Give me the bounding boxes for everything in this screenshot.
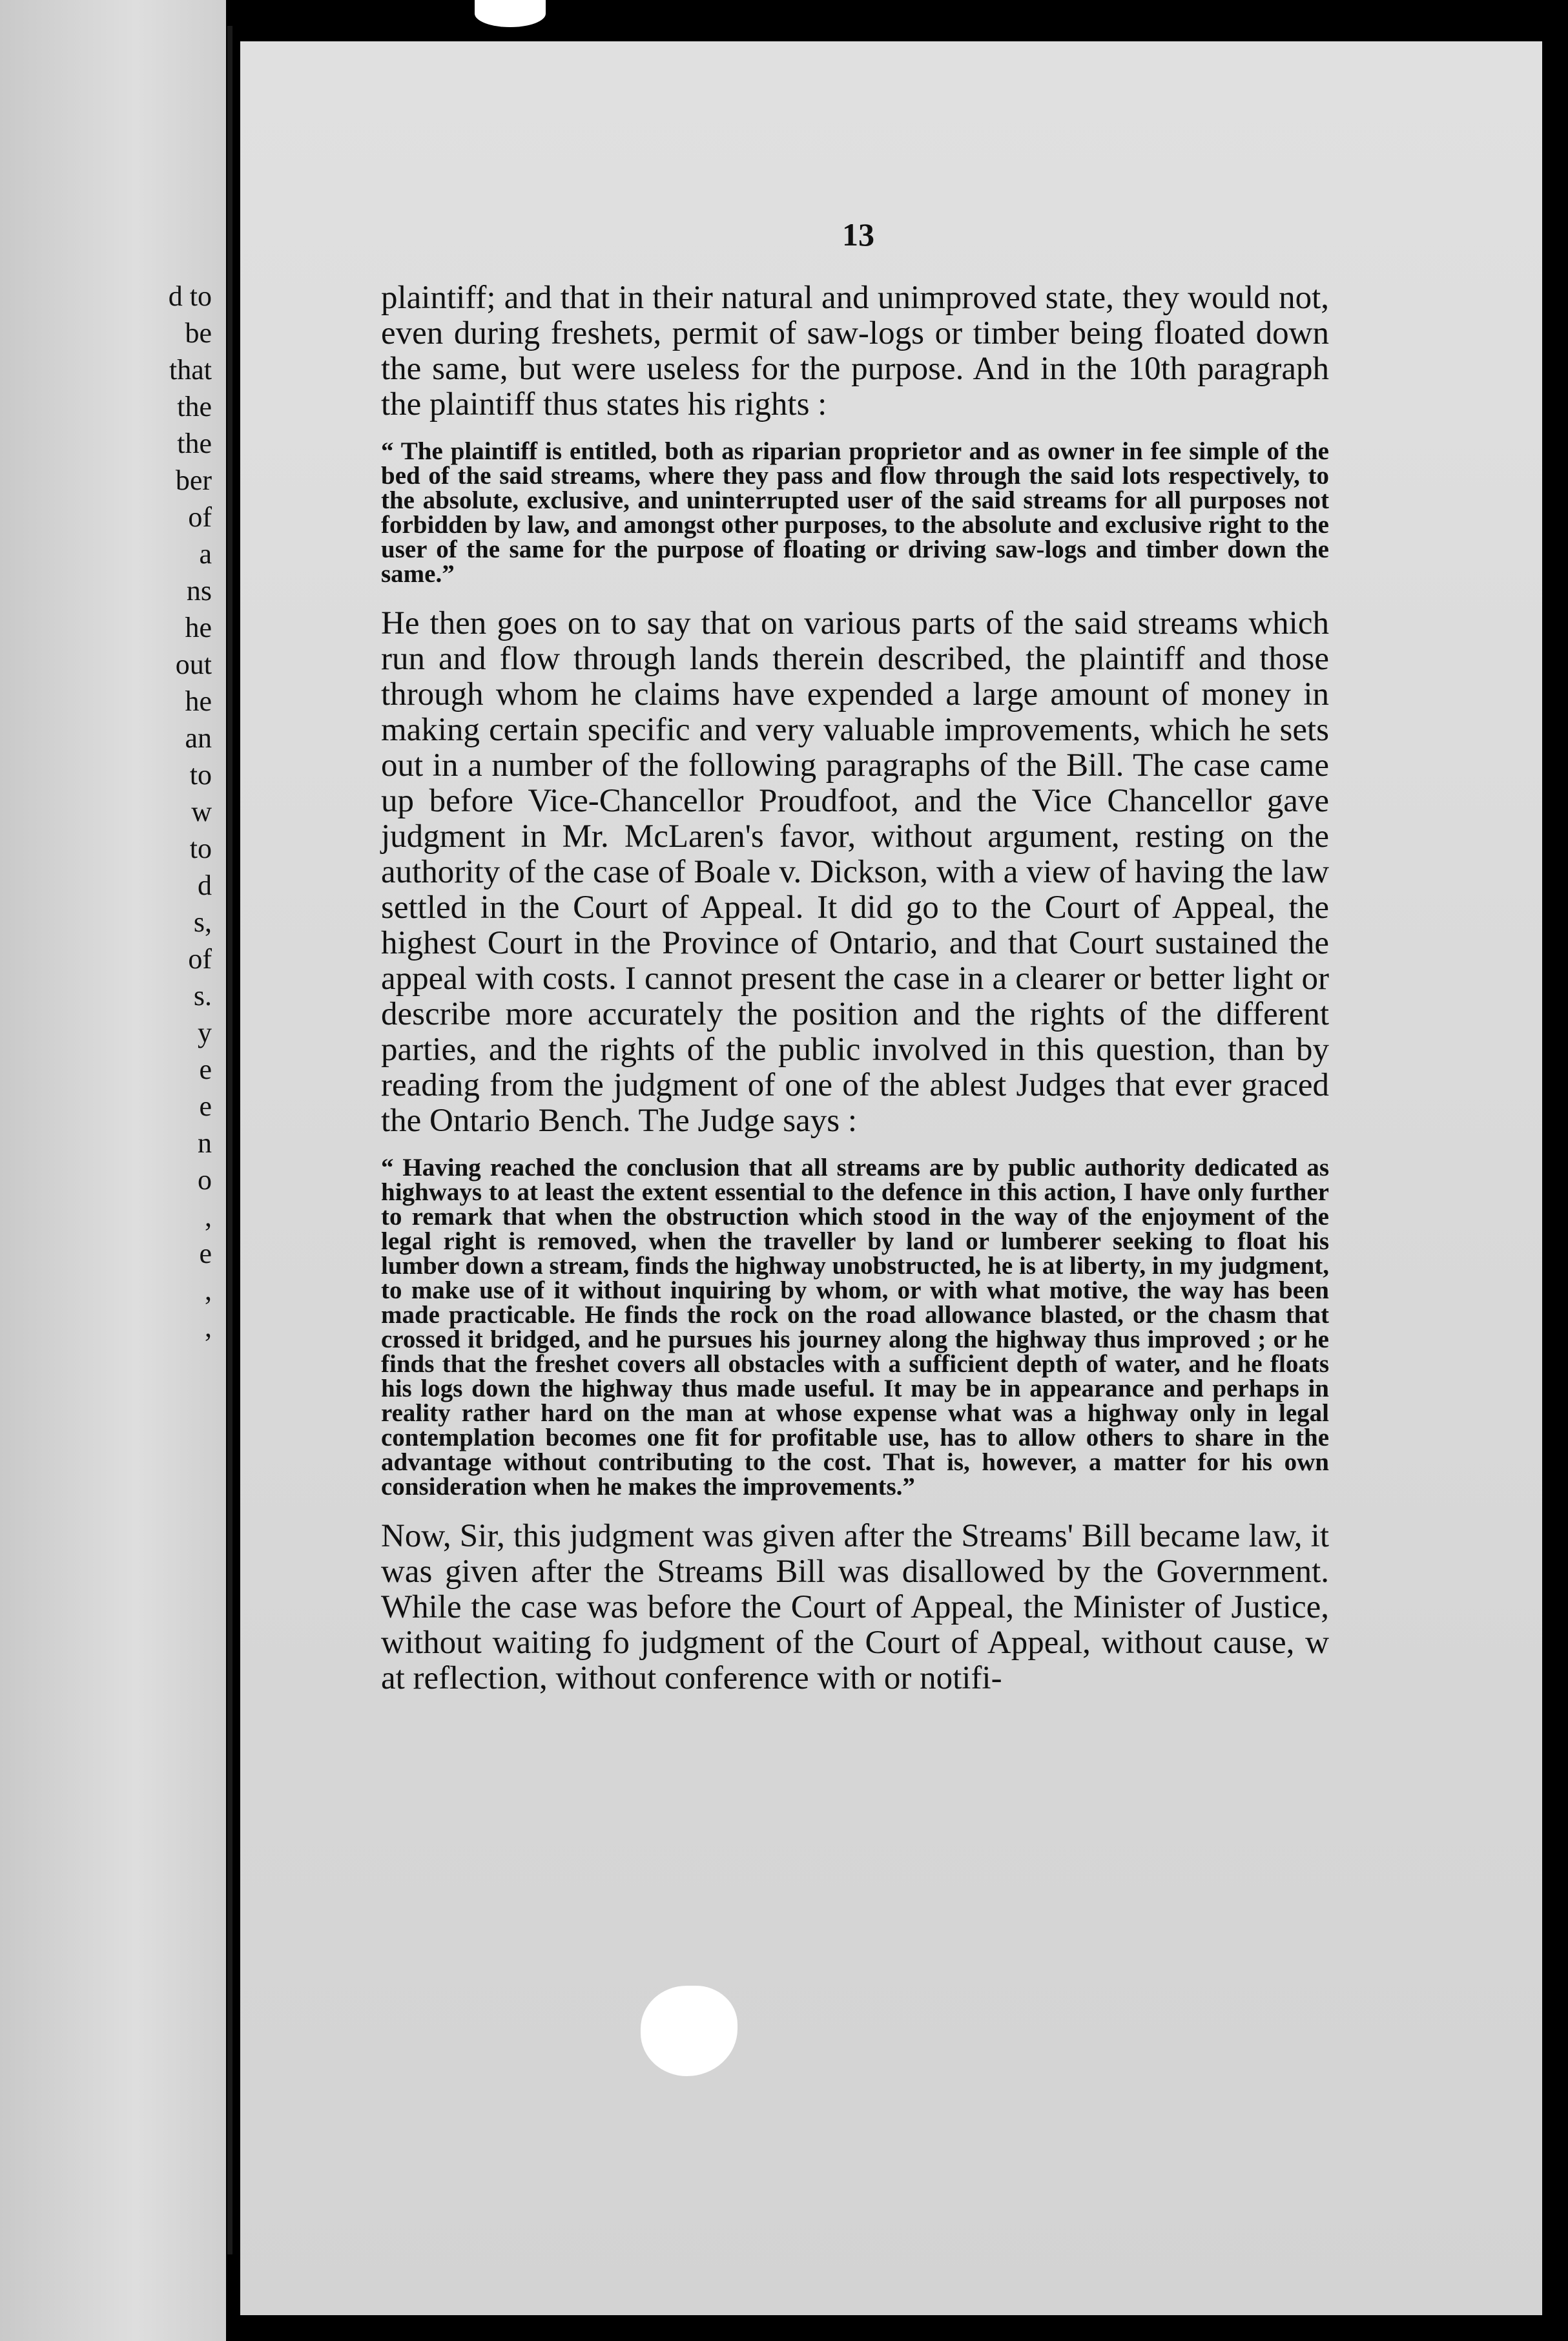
scan-blemish-top [475,0,546,27]
left-fragment: e [199,1238,212,1269]
left-fragment: s, [193,906,212,938]
left-fragment: w [191,796,212,827]
left-fragment: out [175,649,212,680]
left-fragment: o [198,1164,212,1196]
left-fragment: of [188,943,212,975]
page-number: 13 [842,216,874,253]
left-fragment: that [169,354,212,386]
left-fragment: ns [186,575,212,607]
paragraph-2: He then goes on to say that on various parts of the said streams which run and flow through lands therein described, the plaintiff and those through whom he claims have expended a large amount of money in making certain specific and very valuable improvements, which he sets out in a number of the following paragraphs of the Bill. The case came up before Vice-Chancellor Proudfoot, and the Vice Chancellor gave judgment in Mr. McLaren's favor, without argument, resting on the authority of the case of Boale v. Dickson, with a view of having the law settled in the Court of Appeal. It did go to the Court of Appeal, the highest Court in the Province of Ontario, and that Court sustained the appeal with costs. I cannot present the case in a clearer or better light or describe more accurately the position and the rights of the different parties, and the rights of the public involved in this question, than by reading from the judgment of one of the ablest Judges that ever graced the Ontario Bench. The Judge says : [381,605,1329,1139]
block-quote-1: “ The plaintiff is entitled, both as riparian proprietor and as owner in fee simple of the bed of the said streams, where they pass and flow through the said lots respectively, to the absolute, exclusive, and uninterrupted user of the said streams for all purposes not forbidden by law, and amongst other purposes, to the absolute and exclusive right to the user of the same for the purpose of floating or driving saw-logs and timber down the same.” [381,437,1329,588]
left-page-text-fragments [121,278,212,1346]
left-page [0,0,226,2341]
scan-blemish-blot [641,1986,738,2076]
page-content [381,280,1329,1696]
left-fragment: e [199,1090,212,1122]
left-fragment: , [205,1201,212,1233]
left-fragment: y [198,1017,212,1048]
left-fragment: e [199,1054,212,1085]
left-fragment: d to [168,280,212,312]
main-page [240,41,1542,2315]
left-fragment: , [205,1311,212,1343]
left-fragment: an [185,722,212,754]
left-fragment: ber [175,464,212,496]
left-fragment: to [189,833,212,864]
left-fragment: d [198,869,212,901]
left-fragment: , [205,1275,212,1306]
left-fragment: he [185,685,212,717]
gutter-shadow [227,26,232,2254]
left-fragment: be [185,317,212,349]
left-fragment: he [185,612,212,643]
left-fragment: to [189,759,212,791]
block-quote-2: “ Having reached the conclusion that all streams are by public authority dedicated as highways to at least the extent essential to the defence in this action, I have only further to remark that when the obstruction which stood in the way of the enjoyment of the legal right is removed, when the traveller by land or lumberer seeking to float his lumber down a stream, finds the highway unobstructed, he is at liberty, in my judgment, to make use of it without inquiring by whom, or with what motive, the way has been made practicable. He finds the rock on the road allowance blasted, or the chasm that crossed it bridged, and he pursues his journey along the highway thus improved ; or he finds that the freshet covers all obstacles with a sufficient depth of water, and he floats his logs down the highway thus made useful. It may be in appearance and perhaps in reality rather hard on the man at whose expense what was a highway only in legal contemplation becomes one fit for profitable use, has to allow others to share in the advantage without contributing to the cost. That is, however, a matter for his own consideration when he makes the improvements.” [381,1154,1329,1501]
left-fragment: n [198,1127,212,1159]
left-fragment: of [188,501,212,533]
paragraph-3: Now, Sir, this judgment was given after the Streams' Bill became law, it was given after the Streams Bill was disallowed by the Government. While the case was before the Court of Appeal, the Minister of Justice, without waiting fo judgment of the Court of Appeal, without cause, w at reflection, without conference with or notifi- [381,1518,1329,1696]
left-fragment: a [199,538,212,570]
left-fragment: s. [193,980,212,1012]
left-fragment: the [177,391,212,422]
paragraph-1: plaintiff; and that in their natural and unimproved state, they would not, even during freshets, permit of saw-logs or timber being floated down the same, but were useless for the purpose. And in the 10th paragraph the plaintiff thus states his rights : [381,280,1329,422]
left-fragment: the [177,428,212,459]
